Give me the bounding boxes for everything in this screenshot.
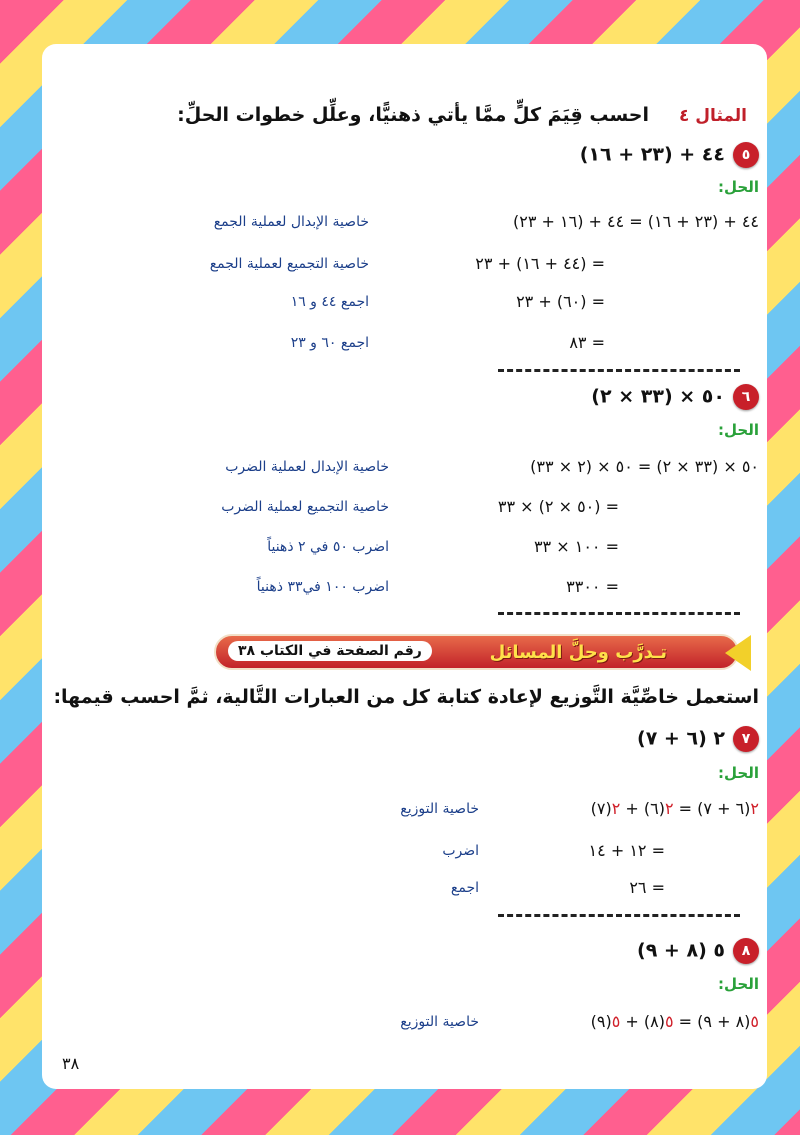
problem-5 (580, 142, 759, 168)
step-reason: خاصية التوزيع (400, 801, 479, 817)
problem-number-badge: ٧ (733, 726, 759, 752)
expression-part: (٨) + (620, 1012, 665, 1031)
expression-part: (٦ + ٧) = (673, 799, 751, 818)
solution-label: الحل: (718, 764, 759, 782)
step-reason: اجمع ٦٠ و ٢٣ (290, 335, 369, 351)
example-label: المثال ٤ (679, 106, 747, 126)
page-sheet (42, 44, 767, 1089)
example-question: احسب قِيَمَ كلٍّ ممَّا يأتي ذهنيًّا، وعلِّل خطوات الحلِّ: (177, 104, 649, 126)
problem-expression: ٥ (٨ + ٩) (637, 939, 725, 962)
factor: ٢ (664, 799, 674, 818)
book-page-reference: رقم الصفحة في الكتاب ٣٨ (228, 641, 432, 661)
step-expression: ٥٠ × (٣٣ × ٢) = ٥٠ × (٢ × ٣٣) (530, 457, 759, 476)
step-reason: اجمع (450, 880, 479, 896)
page-number: ٣٨ (62, 1054, 80, 1073)
step-expression: ٤٤ + (٢٣ + ١٦) = ٤٤ + (١٦ + ٢٣) (512, 212, 759, 231)
factor: ٥ (664, 1012, 674, 1031)
step-reason: خاصية الإبدال لعملية الجمع (213, 214, 369, 230)
practice-banner (214, 634, 739, 670)
problem-6 (591, 384, 759, 410)
exercise-instruction: استعمل خاصِّيَّة التَّوزيع لإعادة كتابة كل من العبارات التَّالية، ثمَّ احسب قيمها: (53, 686, 759, 708)
step-reason: اضرب (442, 843, 479, 859)
solution-label: الحل: (718, 421, 759, 439)
expression-part: (٦) + (620, 799, 665, 818)
step-reason: خاصية التجميع لعملية الجمع (209, 256, 369, 272)
dashed-divider (498, 612, 740, 615)
step-reason: اضرب ٥٠ في ٢ ذهنياً (267, 539, 389, 555)
step-expression (591, 1012, 759, 1031)
factor: ٥ (611, 1012, 621, 1031)
step-reason: خاصية الإبدال لعملية الضرب (225, 459, 389, 475)
step-expression: = ١٠٠ × ٣٣ (533, 537, 619, 556)
problem-7 (637, 726, 759, 752)
step-expression: = ٢٦ (629, 878, 665, 897)
factor: ٢ (611, 799, 621, 818)
dashed-divider (498, 369, 740, 372)
expression-part: (٩) (590, 1012, 612, 1031)
solution-label: الحل: (718, 178, 759, 196)
banner-title: تـدرَّب وحلَّ المسائل (489, 642, 667, 663)
step-expression (591, 799, 759, 818)
factor: ٥ (750, 1012, 759, 1031)
step-expression: = (٦٠) + ٢٣ (516, 292, 605, 311)
problem-number-badge: ٨ (733, 938, 759, 964)
step-expression: = ٣٣٠٠ (566, 577, 619, 596)
step-expression: = ١٢ + ١٤ (588, 841, 665, 860)
problem-number-badge: ٦ (733, 384, 759, 410)
step-reason: اجمع ٤٤ و ١٦ (290, 294, 369, 310)
problem-expression: ٢ (٦ + ٧) (637, 727, 725, 750)
problem-expression: ٥٠ × (٣٣ × ٢) (591, 385, 725, 408)
banner-arrow-icon (725, 635, 751, 671)
expression-part: (٧) (590, 799, 612, 818)
factor: ٢ (750, 799, 759, 818)
step-expression: = (٤٤ + ١٦) + ٢٣ (475, 254, 605, 273)
step-reason: خاصية التجميع لعملية الضرب (221, 499, 389, 515)
problem-number-badge: ٥ (733, 142, 759, 168)
step-reason: اضرب ١٠٠ في٣٣ ذهنياً (256, 579, 389, 595)
problem-8 (637, 938, 759, 964)
step-reason: خاصية التوزيع (400, 1014, 479, 1030)
solution-label: الحل: (718, 975, 759, 993)
dashed-divider (498, 914, 740, 917)
expression-part: (٨ + ٩) = (673, 1012, 751, 1031)
step-expression: = (٥٠ × ٢) × ٣٣ (497, 497, 619, 516)
step-expression: = ٨٣ (569, 333, 605, 352)
problem-expression: ٤٤ + (٢٣ + ١٦) (579, 143, 725, 166)
